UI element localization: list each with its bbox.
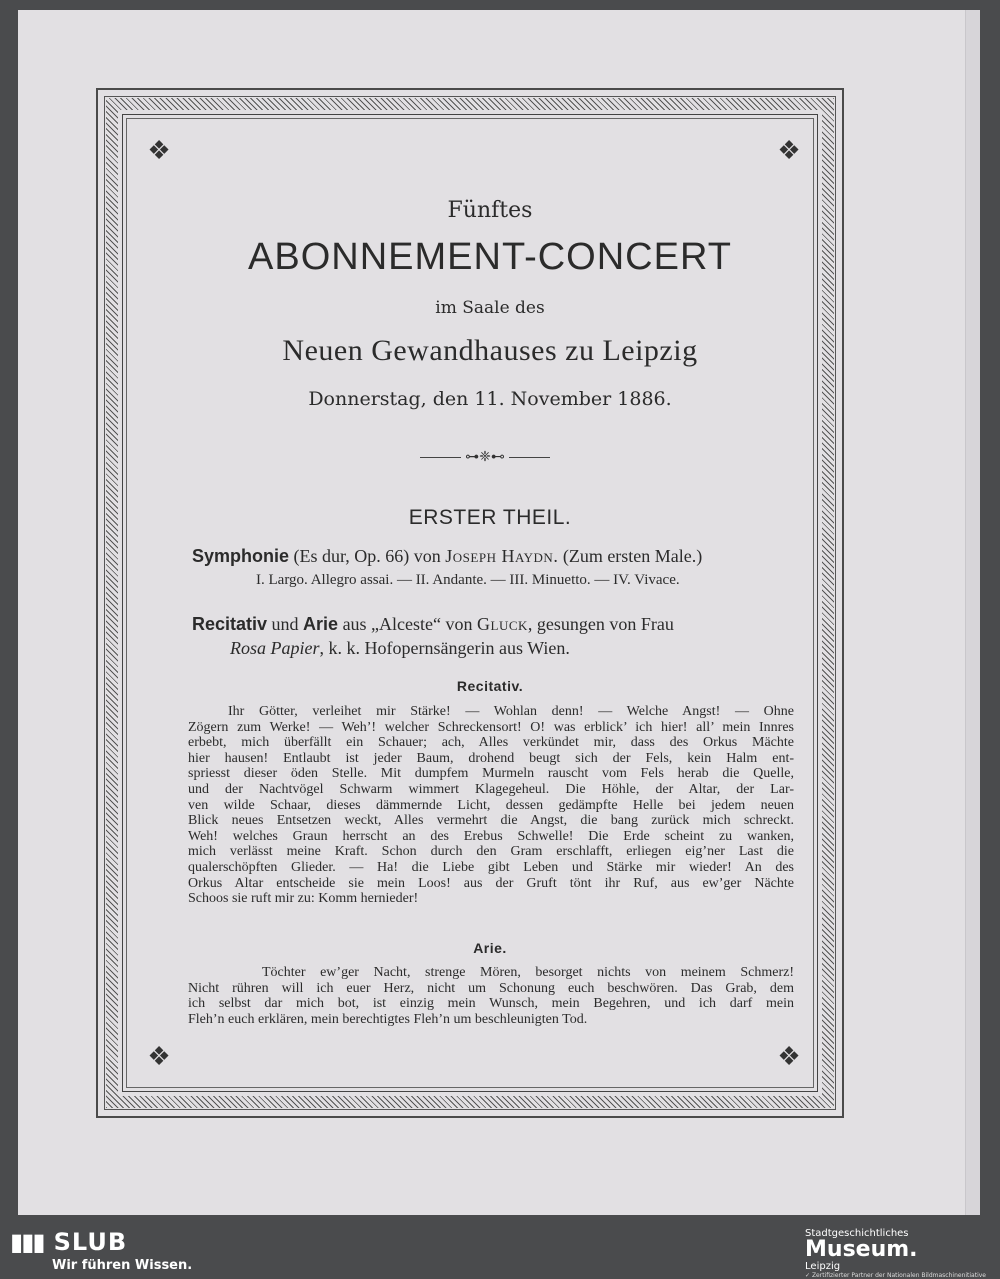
museum-prefix: Stadtgeschichtliches [805,1228,909,1239]
slub-logo-icon: ▮▮▮ [10,1228,44,1256]
concert-title: ABONNEMENT-CONCERT [248,236,732,278]
symphonie-note: (Zum ersten Male.) [562,546,703,566]
text-line: qualerschöpften Glieder. — Ha! die Liebe gibt Leben und Stärke mir wieder! An des [188,859,794,875]
text-line: Schoos sie ruft mir zu: Komm hernieder! [188,891,419,907]
recitativ-performer-intro: , gesungen von Frau [527,614,674,634]
text-line: Töchter ew’ger Nacht, strenge Mören, besorget nichts von meinem Schmerz! [262,965,794,980]
recitativ-heading: Recitativ. [456,678,524,694]
text-line: erbebt, mich überfällt ein Schauer; ach, Alles verkündet mir, dass des Orkus Mächte [188,735,794,751]
recitativ-text [188,704,794,907]
corner-ornament-icon: ❖ [777,1042,801,1072]
text-line: Weh! welches Graun herrscht an des Erebus Schwelle! Die Erde scheint zu wanken, [188,828,794,844]
slub-name: SLUB [53,1228,128,1256]
concert-ordinal: Fünftes [447,198,533,223]
museum-certification: ✓ Zertifizierter Partner der Nationalen Bildmaschinenitiative [805,1272,986,1279]
text-line: spriesst dieser öden Stelle. Mit dumpfem Murmeln rauscht vom Fels herab die Quelle, [188,766,794,782]
symphonie-label: Symphonie [192,546,290,566]
text-line: Fleh’n euch erklären, mein berechtigtes Fleh’n um beschleunigten Tod. [188,1011,588,1027]
text-line: Ihr Götter, verleihet mir Stärke! — Wohlan denn! — Welche Angst! — Ohne [228,704,794,719]
text-line: mich verlässt meine Kraft. Schon durch den Gram erschlafft, erliegen eig’ner Last die [188,844,794,860]
section-heading: ERSTER THEIL. [408,506,572,529]
concert-date: Donnerstag, den 11. November 1886. [308,388,672,410]
arie-heading: Arie. [473,940,507,956]
slub-logo[interactable] [10,1228,192,1273]
text-line: Blick neues Entsetzen weckt, Alles vermehrt die Angst, die bang zurück mich schreckt. [188,813,794,829]
text-line: Nicht rühren will ich euer Herz, nicht um Schonung euch beschwören. Das Grab, dem [188,980,794,996]
concert-venue: Neuen Gewandhauses zu Leipzig [282,334,698,367]
arie-text [188,965,794,1027]
ornamental-divider [420,449,550,465]
text-line: Zögern zum Werke! — Weh’! welcher Schreckensort! O! was erblick’ ich hier! all’ mein Innres [188,719,794,735]
concert-hall-prefix: im Saale des [435,298,545,318]
symphonie-composer: Joseph Haydn. [445,546,559,566]
recitativ-singer-line [230,638,570,659]
recitativ-label: Recitativ [192,614,268,634]
recitativ-source: aus „Alceste“ von [342,614,473,634]
text-line: ven wilde Schaar, dieses dämmernde Licht, dessen gedämpfte Helle bei jedem neuen [188,797,794,813]
arie-label: Arie [303,614,339,634]
recitativ-composer: Gluck [477,614,528,634]
recitativ-line [192,614,674,635]
corner-ornament-icon: ❖ [147,1042,171,1072]
corner-ornament-icon: ❖ [147,136,171,166]
symphonie-line [192,546,702,567]
page-edge [965,10,980,1215]
text-line: ich selbst dar mich bot, ist einzig mein Wunsch, mein Begehren, und ich darf mein [188,996,794,1012]
museum-logo[interactable] [805,1228,986,1279]
recitativ-und: und [271,614,299,634]
divider-ornament-icon: ⊶❈⊷ [465,449,505,465]
text-line: und der Nachtvögel Schwarm wimmert Klagegeheul. Die Höhle, der Altar, der Lar- [188,781,794,797]
museum-name: Museum. [805,1237,918,1262]
symphonie-details: (Es dur, Op. 66) von [293,546,441,566]
text-line: hier hausen! Entlaubt ist jeder Baum, drohend beugt sich der Fels, kein Halm ent- [188,750,794,766]
slub-tagline: Wir führen Wissen. [52,1258,193,1273]
museum-city: Leipzig [805,1261,841,1272]
text-line: Orkus Altar entscheide sie mein Loos! aus der Gruft tönt ihr Ruf, aus ew’ger Nächte [188,875,794,891]
symphonie-movements: I. Largo. Allegro assai. — II. Andante. — III. Minuetto. — IV. Vivace. [256,572,680,588]
singer-note: , k. k. Hofopernsängerin aus Wien. [319,638,570,658]
corner-ornament-icon: ❖ [777,136,801,166]
singer-name: Rosa Papier [230,638,320,658]
